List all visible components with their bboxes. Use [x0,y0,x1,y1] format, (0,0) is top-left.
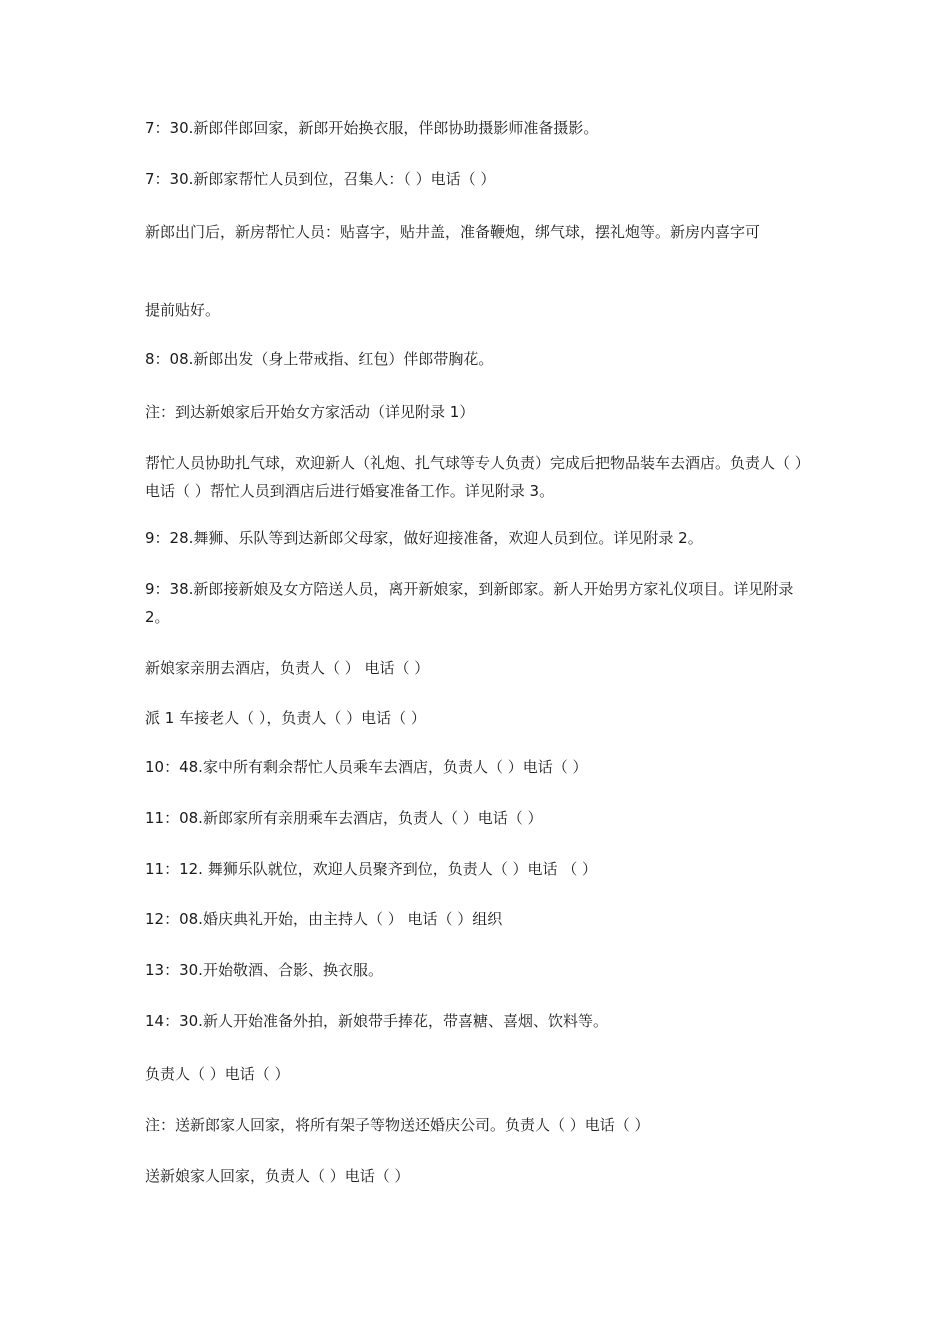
paragraph-elderly-car: 派 1 车接老人（ ），负责人（ ）电话（ ） [145,709,426,727]
paragraph-bride-family-hotel: 新娘家亲朋去酒店，负责人（ ） 电话（ ） [145,659,430,677]
paragraph-note-return-items: 注：送新郎家人回家，将所有架子等物送还婚庆公司。负责人（ ）电话（ ） [145,1116,650,1134]
paragraph-helpers-arrive: 7：30.新郎家帮忙人员到位，召集人：（ ）电话（ ） [145,170,496,188]
paragraph-new-house-decor: 新郎出门后，新房帮忙人员：贴喜字，贴井盖，准备鞭炮，绑气球，摆礼炮等。新房内喜字可 [145,223,761,241]
paragraph-toasting: 13：30.开始敬酒、合影、换衣服。 [145,961,383,979]
paragraph-lion-band-ready: 11：12. 舞狮乐队就位，欢迎人员聚齐到位，负责人（ ）电话 （ ） [145,860,598,878]
paragraph-outdoor-responsible: 负责人（ ）电话（ ） [145,1065,290,1083]
paragraph-groom-change: 7：30.新郎伴郎回家，新郎开始换衣服，伴郎协助摄影师准备摄影。 [145,119,599,137]
paragraph-groom-family-hotel: 11：08.新郎家所有亲朋乘车去酒店，负责人（ ）电话（ ） [145,809,543,827]
paragraph-ceremony-start: 12：08.婚庆典礼开始，由主持人（ ） 电话（ ）组织 [145,910,503,928]
paragraph-note-bride-home: 注：到达新娘家后开始女方家活动（详见附录 1） [145,403,475,421]
paragraph-bride-family-home: 送新娘家人回家，负责人（ ）电话（ ） [145,1167,410,1185]
paragraph-decor-continued: 提前贴好。 [145,301,221,319]
paragraph-groom-departs: 8：08.新郎出发（身上带戒指、红包）伴郎带胸花。 [145,350,494,368]
paragraph-remaining-helpers: 10：48.家中所有剩余帮忙人员乘车去酒店，负责人（ ）电话（ ） [145,758,588,776]
paragraph-pick-up-bride: 9：38.新郎接新娘及女方陪送人员，离开新娘家，到新郎家。新人开始男方家礼仪项目。详见附录 2。 [145,580,794,626]
paragraph-outdoor-photos: 14：30.新人开始准备外拍，新娘带手捧花，带喜糖、喜烟、饮料等。 [145,1012,608,1030]
paragraph-lion-dance-arrive: 9：28.舞狮、乐队等到达新郎父母家，做好迎接准备，欢迎人员到位。详见附录 2。 [145,529,703,547]
paragraph-helpers-balloons: 帮忙人员协助扎气球，欢迎新人（礼炮、扎气球等专人负责）完成后把物品装车去酒店。负责人（ ）电话（ ）帮忙人员到酒店后进行婚宴准备工作。详见附录 3。 [145,454,810,500]
